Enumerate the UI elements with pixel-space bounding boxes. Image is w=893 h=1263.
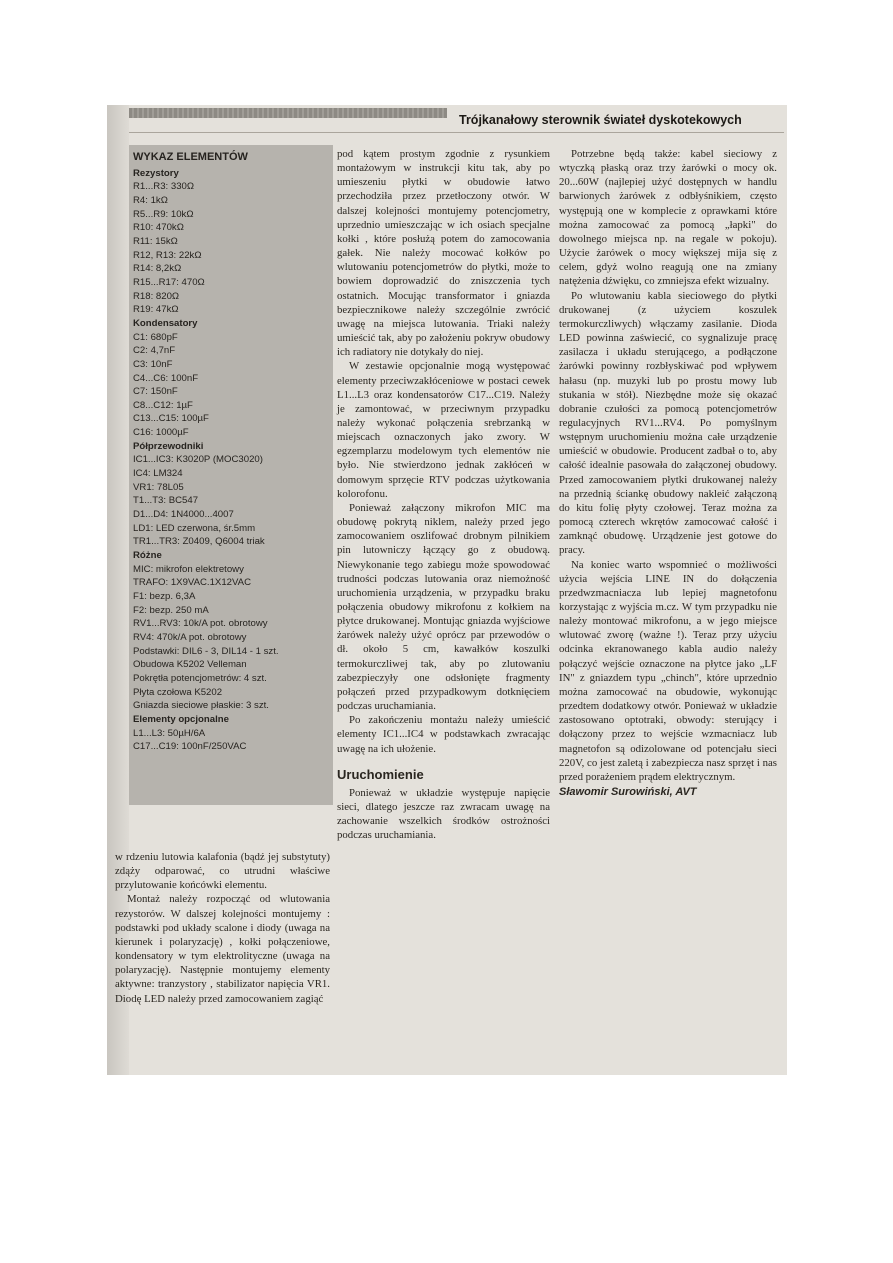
section-heading: Uruchomienie [337, 766, 424, 782]
scanned-page [107, 105, 787, 1075]
parts-list-item: Obudowa K5202 Velleman [133, 659, 247, 671]
parts-list-box [129, 145, 333, 805]
parts-section-heading: Różne [133, 550, 162, 562]
parts-section-heading: Kondensatory [133, 317, 198, 329]
parts-list-item: R15...R17: 470Ω [133, 276, 205, 288]
page-header-title: Trójkanałowy sterownik świateł dyskotekowych [459, 113, 742, 127]
parts-list-item: C13...C15: 100µF [133, 413, 209, 425]
parts-list-item: Płyta czołowa K5202 [133, 686, 223, 698]
header-rule [129, 132, 784, 133]
parts-list-item: C2: 4,7nF [133, 345, 176, 357]
parts-list-item: R4: 1kΩ [133, 194, 168, 206]
author-signature: Sławomir Surowiński, AVT [559, 786, 697, 799]
parts-list-item: F2: bezp. 250 mA [133, 604, 209, 616]
column-2-text [337, 147, 550, 843]
parts-list-item: TRAFO: 1X9VAC.1X12VAC [133, 577, 252, 589]
parts-list-item: R11: 15kΩ [133, 235, 178, 247]
column-3-text [559, 147, 777, 799]
header-bar [129, 108, 447, 118]
parts-list-item: Pokrętła potencjometrów: 4 szt. [133, 672, 267, 684]
parts-list-item: C1: 680pF [133, 331, 178, 343]
paragraph: pod kątem prostym zgodnie z rysunkiem montażowym w instrukcji kitu tak, aby po umieszeniu płytki w obudowie łatwo przechodziła przez przetłoczony otwór. W dalszej kolejności montujemy potencjometry, uprzednio umieszczając w ich osiach specjalne kołki , które posłużą potem do zamocowania gałek. Nie należy mocować kołków po wlutowaniu potencjometrów do płytki, może to bowiem doprowadzić do zniszczenia tych ostatnich. Mocując transformator i gniazda bezpiecznikowe należy szczególnie zwrócić uwagę na miejsca lutowania. Triaki należy umieścić tak, aby po założeniu pokryw obudowy ich radiatory nie dotykały do niej. [337, 148, 550, 359]
parts-list-item: C4...C6: 100nF [133, 372, 199, 384]
parts-section-heading: Półprzewodniki [133, 440, 204, 452]
paragraph: Ponieważ załączony mikrofon MIC ma obudowę pokrytą niklem, należy przed jego zamocowaniem oszlifować drobnym pilnikiem pin lutowniczy łączący go z obudową. Niewykonanie tego zabiegu może spowodować trudności podczas lutowania oraz niemożność uruchomienia urządzenia, w przypadku braku połączenia obudowy mikrofonu z kołkiem na płytce drukowanej. Montując gniazda wyjściowe żarówek należy użyć oprócz par przewodów o dł. około 5 cm, kawałków koszulki termokurczliwej tak, aby po zlutowaniu zabezpieczyły one odsłonięte fragmenty połączeń przed przypadkowym dotknięciem podczas uruchamiania. [337, 501, 550, 713]
parts-list-item: LD1: LED czerwona, śr.5mm [133, 522, 256, 534]
parts-list-item: R10: 470kΩ [133, 222, 184, 234]
parts-list-item: R12, R13: 22kΩ [133, 249, 202, 261]
parts-list-item: C3: 10nF [133, 358, 173, 370]
paragraph: W zestawie opcjonalnie mogą występować elementy przeciwzakłóceniowe w postaci cewek L1...L3 oraz kondensatorów C17...C19. Należy je zamontować, w przeciwnym przypadku należy wykonać połączenia srebrzanką w miejscach oznaczonych jako zwory. W egzemplarzu modelowym tych elementów nie było. Nie stwierdzono jednak zakłóceń w domowym sprzęcie RTV podczas użytkowania kolorofonu. [337, 360, 550, 500]
parts-list-item: IC1...IC3: K3020P (MOC3020) [133, 454, 263, 466]
paragraph: Po wlutowaniu kabla sieciowego do płytki drukowanej (z użyciem koszulek termokurczliwych) włączamy zasilanie. Dioda LED powinna zaświecić, co sygnalizuje pracę zasilacza i układu sterującego, a podłączone żarówki powinny rozbłyskiwać pod wpływem hałasu (np. muzyki lub po prostu mowy lub stukania w stół). Niezbędne może się okazać dobranie czułości za pomocą potencjometrów regulacyjnych RV1...RV4. Po pomyślnym wstępnym uruchomieniu można całe urządzenie umieścić w obudowie. Producent zadbał o to, aby całość idealnie pasowała do załączonej obudowy. Przed zamocowaniem płytki drukowanej należy na przednią ściankę obudowy nakleić załączoną do kitu folię płyty czołowej. Teraz można za pomocą czterech wkrętów zamocować całość i zamknąć obudowę. Urządzenie jest gotowe do pracy. [559, 289, 777, 557]
parts-list-item: RV4: 470k/A pot. obrotowy [133, 631, 247, 643]
parts-list-item: Gniazda sieciowe płaskie: 3 szt. [133, 700, 269, 712]
paragraph: Na koniec warto wspomnieć o możliwości użycia wejścia LINE IN do dołączenia przedwzmacniacza lub lepiej magnetofonu korzystając z wyjścia m.cz. W tym przypadku nie należy montować mikrofonu, a w jego miejsce wlutować zworę (ważne !). Teraz przy użyciu odcinka ekranowanego kabla audio należy połączyć wejście oznaczone na płytce jako „LF IN" z gniazdem typu „chinch", które uprzednio można zamocować na obudowie, wykonując przedtem dodatkowy otwór. Ponieważ w układzie zastosowano optotraki, obwody: sterujący i dołączony przez to wejście wzmacniacz lub magnetofon są odizolowane od potencjału sieci 220V, co jest zaletą i zabezpiecza nasz sprzęt i nas przed porażeniem prądem elektrycznym. [559, 558, 777, 783]
parts-list-item: R14: 8,2kΩ [133, 263, 182, 275]
parts-list-item: R1...R3: 330Ω [133, 181, 195, 193]
parts-list-item: Podstawki: DIL6 - 3, DIL14 - 1 szt. [133, 645, 279, 657]
parts-list-item: C17...C19: 100nF/250VAC [133, 741, 247, 753]
parts-list-item: T1...T3: BC547 [133, 495, 199, 507]
column-1-text [115, 850, 330, 1006]
parts-list-item: C7: 150nF [133, 386, 178, 398]
parts-list-item: C16: 1000µF [133, 427, 189, 439]
parts-section-heading: Elementy opcjonalne [133, 713, 229, 725]
parts-section-heading: Rezystory [133, 167, 179, 179]
parts-list-item: C8...C12: 1µF [133, 399, 193, 411]
parts-list-item: MIC: mikrofon elektretowy [133, 563, 244, 575]
paragraph: Montaż należy rozpocząć od wlutowania rezystorów. W dalszej kolejności montujemy : podstawki pod układy scalone i diody (uwaga na kierunek i polaryzację) , kołki połączeniowe, kondensatory w tym elektrolityczne (uwaga na polaryzację). Następnie montujemy elementy aktywne: tranzystory , stabilizator napięcia VR1. Diodę LED należy przed zamocowaniem zagiąć [115, 893, 330, 1005]
parts-list-item: D1...D4: 1N4000...4007 [133, 509, 234, 521]
paragraph: Po zakończeniu montażu należy umieścić elementy IC1...IC4 w podstawkach zwracając uwagę na ich ułożenie. [337, 714, 550, 755]
parts-list-item: F1: bezp. 6,3A [133, 591, 196, 602]
parts-list-item: R18: 820Ω [133, 290, 180, 302]
parts-list-item: TR1...TR3: Z0409, Q6004 triak [133, 536, 265, 548]
parts-list-item: RV1...RV3: 10k/A pot. obrotowy [133, 618, 268, 630]
parts-list-item: VR1: 78L05 [133, 481, 184, 493]
parts-list-title: WYKAZ ELEMENTÓW [133, 151, 248, 163]
parts-list-item: R19: 47kΩ [133, 304, 179, 316]
parts-list-item: L1...L3: 50µH/6A [133, 727, 206, 739]
parts-list-item: R5...R9: 10kΩ [133, 208, 194, 220]
paragraph: w rdzeniu lutowia kalafonia (bądź jej substytuty) zdąży odparować, co utrudni właściwe przylutowanie końcówki elementu. [115, 851, 330, 892]
parts-list-item: IC4: LM324 [133, 468, 183, 480]
paragraph: Ponieważ w układzie występuje napięcie sieci, dlatego jeszcze raz zwracam uwagę na zachowanie wszelkich środków ostrożności podczas uruchamiania. [337, 786, 550, 842]
parts-list-body [133, 167, 333, 754]
paragraph: Potrzebne będą także: kabel sieciowy z wtyczką płaską oraz trzy żarówki o mocy ok. 20...60W (najlepiej użyć dostępnych w handlu barwionych żarówek z odbłyśnikiem, często występują one w komplecie z oprawkami które można zamocować za pomocą „łapki" do dowolnego miejsca np. na regale w pokoju). Użycie żarówek o mocy większej mija się z celem, gdyż wolno reagują one na zmiany natężenia dźwięku, co zmniejsza efekt wizualny. [559, 148, 777, 288]
